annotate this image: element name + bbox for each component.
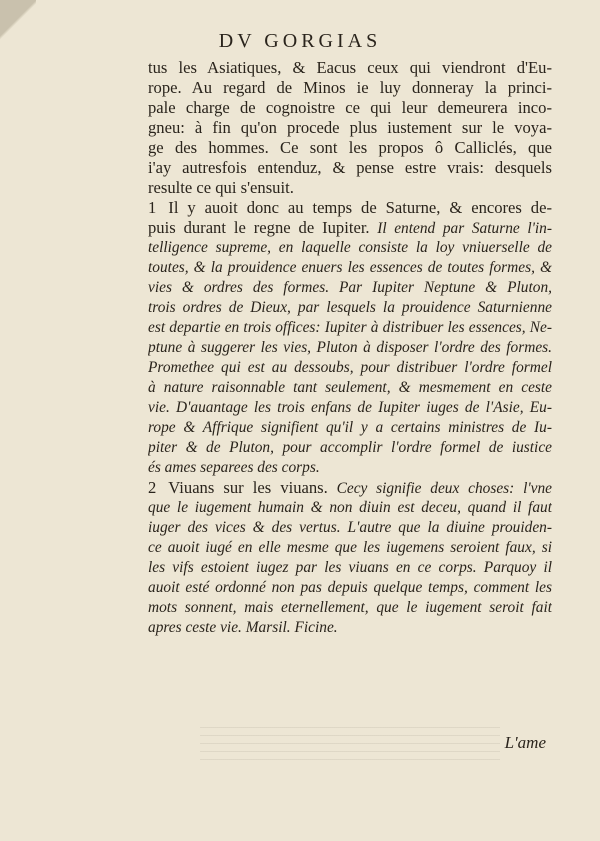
line-text: apres ceste vie. Marsil. Ficine.	[148, 619, 338, 636]
text-line	[148, 78, 552, 98]
line-text: és ames separees des corps.	[148, 459, 320, 476]
text-line	[148, 458, 552, 478]
line-text: ce auoit iugé en elle mesme que les iugemens seroient faux, si	[148, 539, 552, 556]
roman-text: Viuans sur les viuans.	[168, 478, 328, 497]
text-block	[148, 58, 552, 638]
line-text: pale charge de cognoistre ce qui leur demeurera inco-	[148, 98, 552, 117]
text-line	[148, 578, 552, 598]
line-text: rope. Au regard de Minos ie luy donneray la princi-	[148, 78, 552, 97]
text-line	[148, 58, 552, 78]
text-line	[148, 418, 552, 438]
text-line	[148, 498, 552, 518]
line-text: mots sonnent, mais eternellement, que le iugement seroit fait	[148, 599, 552, 616]
line-text: ge des hommes. Ce sont les propos ô Calliclés, que	[148, 138, 552, 157]
show-through	[200, 720, 500, 760]
line-text: Il y auoit donc au temps de Saturne, & encores de-	[168, 198, 552, 217]
line-text: vies & ordres des formes. Par Iupiter Neptune & Pluton,	[148, 279, 552, 296]
running-head: DV GORGIAS	[218, 30, 382, 52]
line-text: Promethee qui est au dessoubs, pour distribuer l'ordre formel	[148, 359, 552, 376]
note-number: 2	[148, 478, 157, 497]
text-line	[148, 338, 552, 358]
text-line	[148, 318, 552, 338]
catchword: L'ame	[504, 733, 546, 752]
line-text: iuger des vices & des vertus. L'autre que la diuine prouiden-	[148, 519, 552, 536]
text-line	[148, 358, 552, 378]
line-text: gneu: à fin qu'on procede plus iustement sur le voya-	[148, 118, 552, 137]
text-line	[148, 138, 552, 158]
text-line	[148, 478, 552, 498]
line-text: trois ordres de Dieux, par lesquels la prouidence Saturnienne	[148, 299, 552, 316]
line-text: est departie en trois offices: Iupiter à distribuer les essences, Ne-	[148, 319, 552, 336]
note-number: 1	[148, 198, 157, 217]
text-line	[148, 238, 552, 258]
italic-text: Cecy signifie deux choses: l'vne	[327, 480, 552, 497]
line-text: à nature raisonnable tant seulement, & mesmement en ceste	[148, 379, 552, 396]
line-text: piter & de Pluton, pour accomplir l'ordre formel de iustice	[148, 439, 552, 456]
text-line	[148, 218, 552, 238]
text-line	[148, 438, 552, 458]
line-text: resulte ce qui s'ensuit.	[148, 178, 294, 197]
line-text: tus les Asiatiques, & Eacus ceux qui viendront d'Eu-	[148, 58, 552, 77]
text-line	[148, 598, 552, 618]
text-line	[148, 158, 552, 178]
text-line	[148, 98, 552, 118]
line-text: que le iugement humain & non diuin est deceu, quand il faut	[148, 499, 552, 516]
text-line	[148, 378, 552, 398]
text-line	[148, 198, 552, 218]
text-line	[148, 398, 552, 418]
text-line	[148, 558, 552, 578]
line-text: telligence supreme, en laquelle consiste la loy vniuerselle de	[148, 239, 552, 256]
italic-text: Il entend par Saturne l'in-	[369, 220, 552, 237]
text-line	[148, 118, 552, 138]
text-line	[148, 518, 552, 538]
roman-text: puis durant le regne de Iupiter.	[148, 218, 370, 237]
line-text: les vifs estoient iugez par les viuans en ce corps. Parquoy il	[148, 559, 552, 576]
line-text: toutes, & la prouidence enuers les essences de toutes formes, &	[148, 259, 552, 276]
line-text: auoit esté ordonné non pas depuis quelque temps, comment les	[148, 579, 552, 596]
text-line	[148, 618, 552, 638]
text-line	[148, 278, 552, 298]
line-text: vie. D'auantage les trois enfans de Iupiter iuges de l'Asie, Eu-	[148, 399, 552, 416]
text-line	[148, 298, 552, 318]
text-line	[148, 178, 552, 198]
text-line	[148, 538, 552, 558]
line-text: ptune à suggerer les vies, Pluton à disposer l'ordre des formes.	[148, 339, 552, 356]
text-line	[148, 258, 552, 278]
line-text: i'ay autresfois entenduz, & pense estre vrais: desquels	[148, 158, 552, 177]
line-text: rope & Affrique signifient qu'il y a certains ministres de Iu-	[148, 419, 552, 436]
